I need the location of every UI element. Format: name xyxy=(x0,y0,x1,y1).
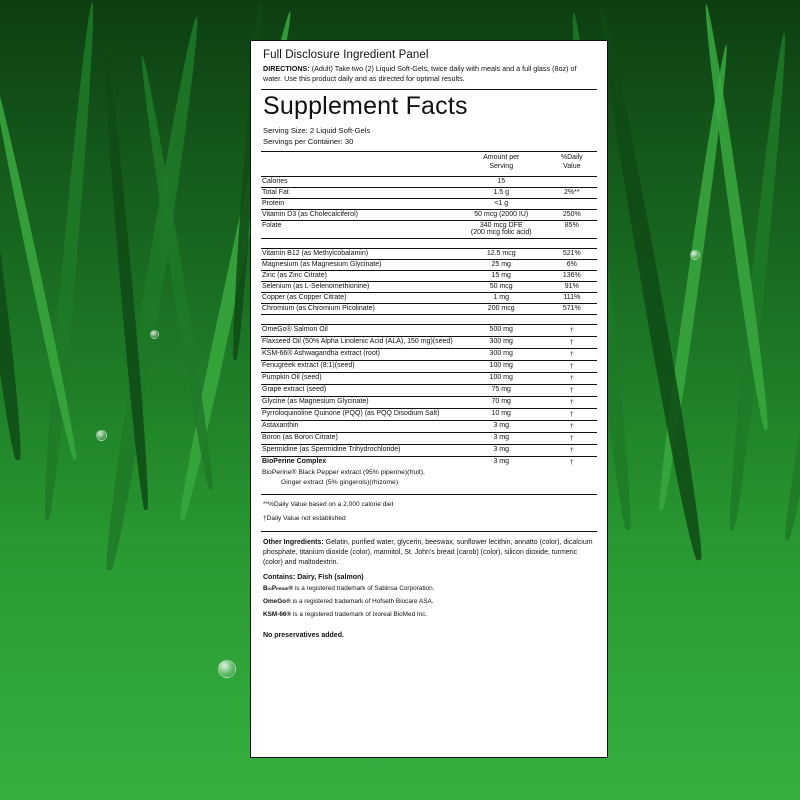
water-droplet-icon xyxy=(218,660,236,678)
nutrient-dv: † xyxy=(547,360,597,372)
table-row xyxy=(261,270,597,281)
water-droplet-icon xyxy=(96,430,107,441)
complex-sub-1: BioPerine® Black Pepper extract (95% piperine)(fruit), xyxy=(262,469,425,477)
directions-text xyxy=(263,64,595,83)
nutrient-amount: 1 mg xyxy=(456,292,547,303)
header-amount xyxy=(456,152,547,173)
nutrient-amount: 15 mg xyxy=(456,270,547,281)
grass-blade-icon xyxy=(780,66,800,541)
table-row xyxy=(261,408,597,420)
nutrient-name: Astaxanthin xyxy=(261,420,456,432)
nutrient-name: Calories xyxy=(261,176,456,187)
nutrient-amount: 200 mcg xyxy=(456,303,547,314)
nutrient-name: Folate xyxy=(261,220,456,238)
supplement-facts-title: Supplement Facts xyxy=(263,92,468,121)
table-row xyxy=(261,292,597,303)
grass-blade-icon xyxy=(725,32,791,531)
nutrient-dv: † xyxy=(547,396,597,408)
nutrient-name: OmeGo® Salmon Oil xyxy=(261,324,456,336)
nutrient-dv: 521% xyxy=(547,248,597,259)
supplement-facts-table xyxy=(261,152,597,488)
table-row-complex-sub xyxy=(261,468,597,478)
directions-body: (Adult) Take two (2) Liquid Soft-Gels, twice daily with meals and a full glass (8oz) of water. Use this product daily and as directed for optimal results. xyxy=(263,64,577,83)
nutrient-dv: † xyxy=(547,444,597,456)
table-row xyxy=(261,198,597,209)
panel-heading: Full Disclosure Ingredient Panel xyxy=(263,49,429,61)
other-ingredients-text: Gelatin, purified water, glycerin, beeswax, sunflower lecithin, annatto (color), dicalcium phosphate, titanium dioxide (color), mannitol, St. John's bread (carob) (color), silicon dioxide, turmeric (color) and maltodextrin. xyxy=(263,539,593,566)
nutrient-amount: 15 xyxy=(456,176,547,187)
trademark-ksm66-mark: KSM-66® xyxy=(263,611,292,619)
trademark-omego-text: is a registered trademark of Hofseth Biocare ASA. xyxy=(290,598,434,606)
other-ingredients xyxy=(263,538,595,567)
nutrient-dv: † xyxy=(547,336,597,348)
nutrient-dv xyxy=(547,198,597,209)
trademark-ksm66-text: is a registered trademark of Ixoreal BioMed Inc. xyxy=(291,611,428,619)
nutrient-dv: 2%** xyxy=(547,187,597,198)
servings-per-container: Servings per Container: 30 xyxy=(263,137,354,147)
header-amount-line2: Serving xyxy=(489,162,514,170)
nutrient-name: Glycine (as Magnesium Glycinate) xyxy=(261,396,456,408)
nutrient-amount: 50 mcg xyxy=(456,281,547,292)
table-row xyxy=(261,259,597,270)
nutrient-dv: 91% xyxy=(547,281,597,292)
nutrient-amount: 100 mg xyxy=(456,372,547,384)
nutrient-dv: † xyxy=(547,372,597,384)
nutrient-name: Boron (as Boron Citrate) xyxy=(261,432,456,444)
complex-dv: † xyxy=(570,458,574,467)
serving-size: Serving Size: 2 Liquid Soft-Gels xyxy=(263,126,371,136)
grass-blade-icon xyxy=(0,32,26,461)
header-dv-line2: Value xyxy=(563,162,581,170)
nutrient-name: Chromium (as Chromium Picolinate) xyxy=(261,303,456,314)
nutrient-dv: † xyxy=(547,348,597,360)
nutrient-amount: 75 mg xyxy=(456,384,547,396)
table-row xyxy=(261,176,597,187)
nutrient-dv xyxy=(547,176,597,187)
nutrient-amount: 1.5 g xyxy=(456,187,547,198)
trademark-bioperine-mark: BioPerine® xyxy=(263,585,294,593)
trademark-omego xyxy=(263,598,595,607)
footnote-dv-not-established: †Daily Value not established xyxy=(263,515,346,523)
table-row-complex-sub xyxy=(261,478,597,488)
table-row xyxy=(261,360,597,372)
nutrient-name: Magnesium (as Magnesium Glycinate) xyxy=(261,259,456,270)
nutrient-name: Pumpkin Oil (seed) xyxy=(261,372,456,384)
table-row xyxy=(261,281,597,292)
complex-name: BioPerine Complex xyxy=(262,458,327,466)
nutrient-amount: 3 mg xyxy=(456,420,547,432)
nutrient-name: Zinc (as Zinc Citrate) xyxy=(261,270,456,281)
nutrient-name: Spermidine (as Spermidine Trihydrochloride) xyxy=(261,444,456,456)
nutrient-name: Selenium (as L-Selenomethionine) xyxy=(261,281,456,292)
nutrient-name: KSM-66® Ashwagandha extract (root) xyxy=(261,348,456,360)
table-row xyxy=(261,187,597,198)
water-droplet-icon xyxy=(150,330,159,339)
table-row xyxy=(261,432,597,444)
nutrient-amount: 3 mg xyxy=(456,432,547,444)
supplement-facts-panel xyxy=(250,40,608,758)
trademark-bioperine xyxy=(263,585,595,594)
directions-label: DIRECTIONS: xyxy=(263,64,310,73)
nutrient-name: Vitamin D3 (as Cholecalciferol) xyxy=(261,209,456,220)
nutrient-dv: † xyxy=(547,432,597,444)
other-ingredients-label: Other Ingredients: xyxy=(263,539,324,547)
header-amount-line1: Amount per xyxy=(483,153,520,161)
table-row xyxy=(261,348,597,360)
header-dv-line1: %Daily xyxy=(560,153,583,161)
table-row xyxy=(261,420,597,432)
nutrient-name: Flaxseed Oil (50% Alpha Linolenic Acid (ALA), 150 mg)(seed) xyxy=(261,336,456,348)
nutrient-amount: 300 mg xyxy=(456,348,547,360)
nutrient-dv: 111% xyxy=(547,292,597,303)
table-row xyxy=(261,324,597,336)
nutrient-amount: 3 mg xyxy=(456,444,547,456)
trademark-bioperine-text: is a registered trademark of Sabinsa Corporation. xyxy=(293,585,435,593)
nutrient-amount-line2: (200 mcg folic acid) xyxy=(470,229,532,237)
nutrient-name: Vitamin B12 (as Methylcobalamin) xyxy=(261,248,456,259)
nutrient-name: Fenugreek extract (8:1)(seed) xyxy=(261,360,456,372)
table-row xyxy=(261,303,597,314)
nutrient-name: Total Fat xyxy=(261,187,456,198)
table-row xyxy=(261,209,597,220)
nutrient-dv: † xyxy=(547,324,597,336)
nutrient-amount: 12.5 mcg xyxy=(456,248,547,259)
table-row xyxy=(261,444,597,456)
table-row xyxy=(261,220,597,238)
table-row xyxy=(261,384,597,396)
nutrient-dv: 571% xyxy=(547,303,597,314)
nutrient-name: Copper (as Copper Citrate) xyxy=(261,292,456,303)
nutrient-amount: 25 mg xyxy=(456,259,547,270)
nutrient-dv: † xyxy=(547,384,597,396)
table-row-complex xyxy=(261,456,597,468)
nutrient-amount-line1: 340 mcg DFE xyxy=(479,222,523,230)
trademark-omego-mark: OmeGo® xyxy=(263,598,291,606)
nutrient-amount: 100 mg xyxy=(456,360,547,372)
nutrient-name: Pyrroloquinoline Quinone (PQQ) (as PQQ Disodium Salt) xyxy=(261,408,456,420)
nutrient-amount: 10 mg xyxy=(456,408,547,420)
nutrient-amount: 500 mg xyxy=(456,324,547,336)
nutrient-dv: † xyxy=(547,408,597,420)
table-header-row xyxy=(261,152,597,173)
complex-sub-2: Ginger extract (5% gingerols)(rhizome) xyxy=(281,479,399,487)
table-row xyxy=(261,336,597,348)
nutrient-dv: 6% xyxy=(547,259,597,270)
nutrient-name: Grape extract (seed) xyxy=(261,384,456,396)
table-row xyxy=(261,248,597,259)
nutrient-amount: <1 g xyxy=(456,198,547,209)
contains-allergens: Contains: Dairy, Fish (salmon) xyxy=(263,574,364,582)
nutrient-name: Protein xyxy=(261,198,456,209)
nutrient-dv: 85% xyxy=(547,220,597,238)
header-daily-value xyxy=(547,152,597,173)
table-row xyxy=(261,372,597,384)
trademark-ksm66 xyxy=(263,611,595,620)
footnote-daily-value-basis: **%Daily Value based on a 2,000 calorie diet xyxy=(263,500,394,508)
nutrient-amount xyxy=(456,220,547,238)
complex-amount: 3 mg xyxy=(493,458,510,466)
nutrient-amount: 50 mcg (2000 IU) xyxy=(456,209,547,220)
no-preservatives-note: No preservatives added. xyxy=(263,632,344,640)
water-droplet-icon xyxy=(690,250,700,260)
nutrient-dv: † xyxy=(547,420,597,432)
nutrient-amount: 70 mg xyxy=(456,396,547,408)
nutrient-amount: 300 mg xyxy=(456,336,547,348)
nutrient-dv: 250% xyxy=(547,209,597,220)
table-row xyxy=(261,396,597,408)
nutrient-dv: 136% xyxy=(547,270,597,281)
